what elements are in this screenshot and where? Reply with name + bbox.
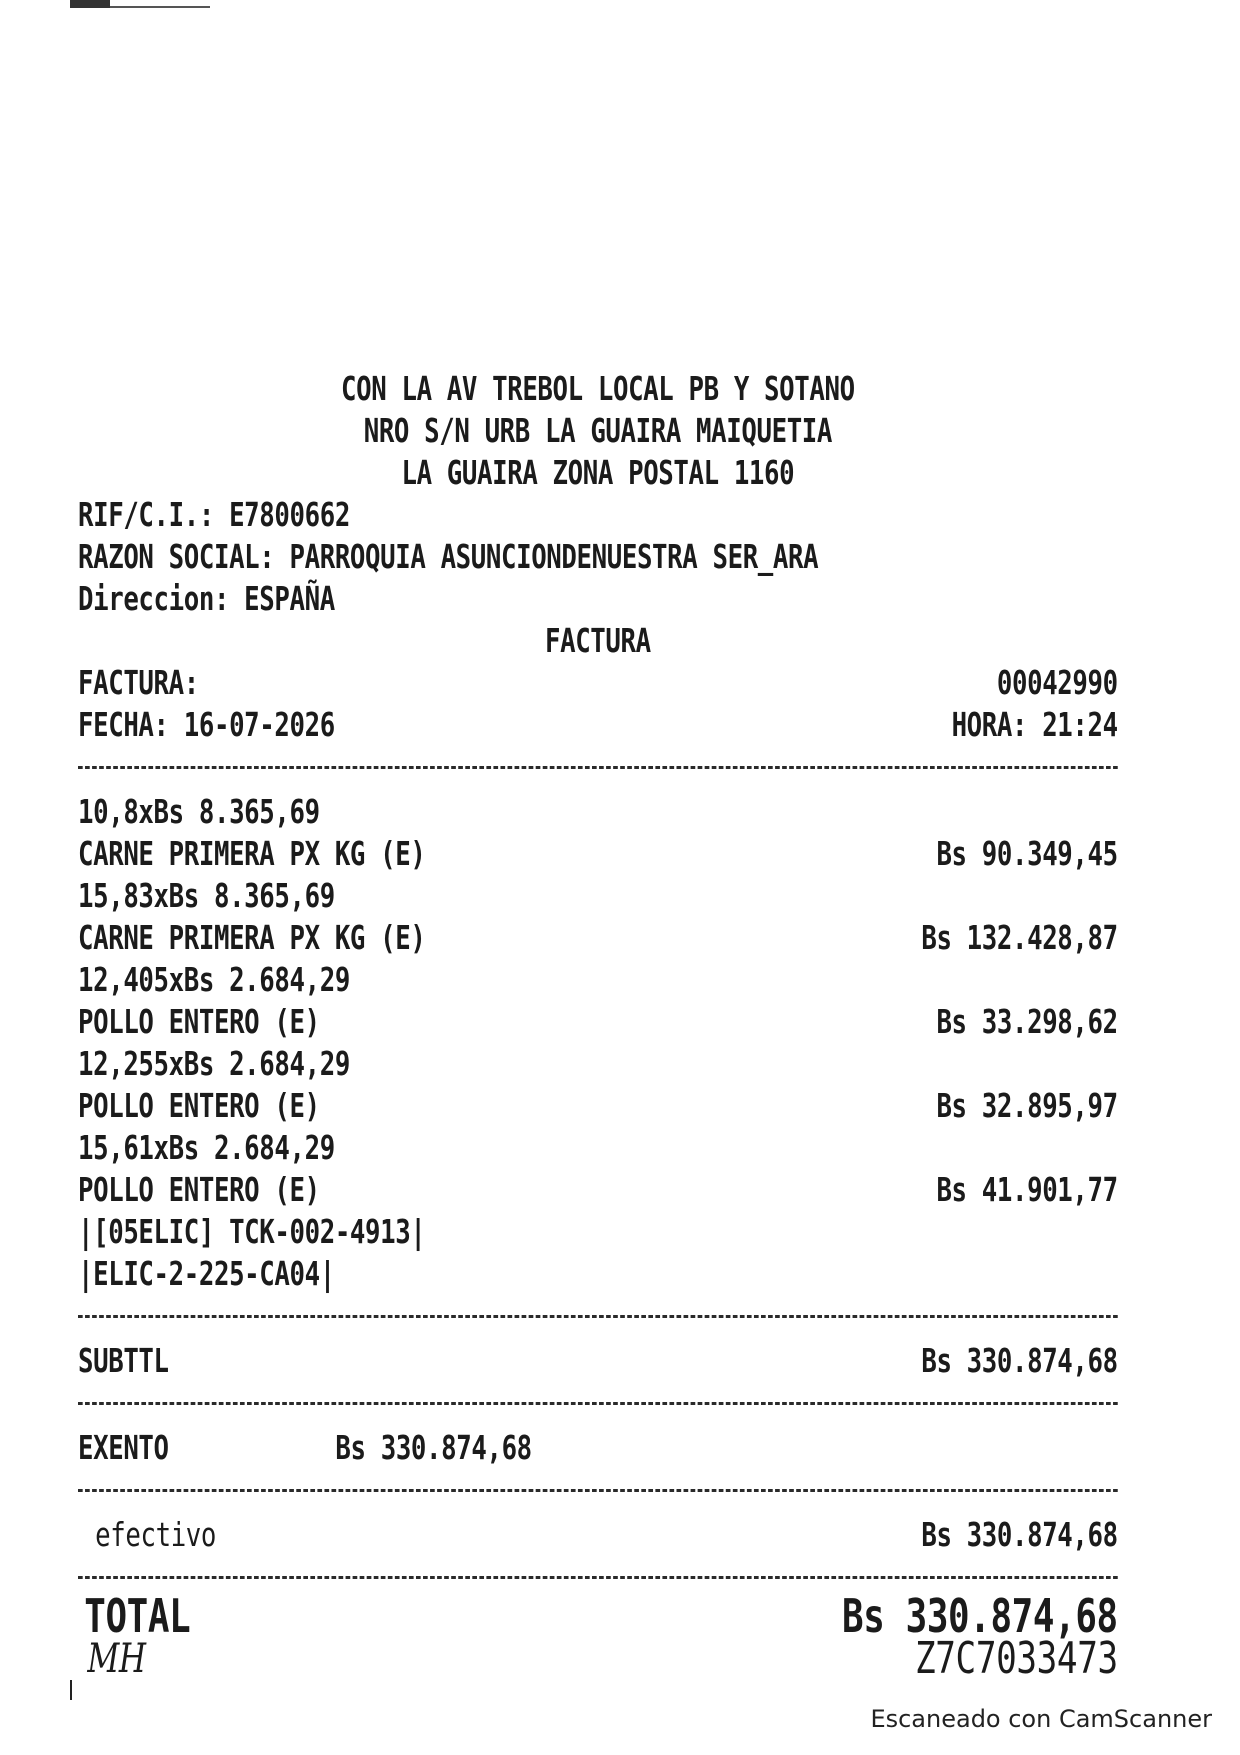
item-amount: Bs 132.428,87 <box>921 918 1118 957</box>
list-item <box>78 833 1118 875</box>
divider <box>78 766 1118 769</box>
exento-label: EXENTO <box>78 1428 169 1467</box>
scan-artifact <box>70 1680 72 1700</box>
invoice-time: HORA: 21:24 <box>951 705 1118 744</box>
item-amount: Bs 41.901,77 <box>936 1170 1118 1209</box>
divider <box>78 1576 1118 1579</box>
invoice-number: 00042990 <box>996 663 1118 702</box>
divider <box>78 1402 1118 1405</box>
exento-row <box>78 1427 1118 1469</box>
divider <box>78 1489 1118 1492</box>
invoice-date: FECHA: 16-07-2026 <box>78 705 335 744</box>
store-address <box>78 368 1118 494</box>
direccion-line: Direccion: ESPAÑA <box>78 579 335 618</box>
item-name: POLLO ENTERO (E) <box>78 1002 320 1041</box>
invoice-number-row <box>78 662 1118 704</box>
list-item <box>78 1001 1118 1043</box>
payment-row <box>78 1514 1118 1556</box>
payment-method: efectivo <box>95 1515 217 1554</box>
address-line-2: NRO S/N URB LA GUAIRA MAIQUETIA <box>363 411 833 450</box>
address-line-1: CON LA AV TREBOL LOCAL PB Y SOTANO <box>341 369 855 408</box>
invoice-label: FACTURA: <box>78 663 199 702</box>
address-line-3: LA GUAIRA ZONA POSTAL 1160 <box>401 453 795 492</box>
total-amount: Bs 330.874,68 <box>841 1589 1118 1643</box>
list-item <box>78 917 1118 959</box>
signature-mark: MH <box>87 1636 146 1682</box>
item-name: CARNE PRIMERA PX KG (E) <box>78 918 426 957</box>
ticket-reference: |ELIC-2-225-CA04| <box>78 1254 335 1293</box>
item-name: POLLO ENTERO (E) <box>78 1086 320 1125</box>
rif-line: RIF/C.I.: E7800662 <box>78 495 350 534</box>
date-time-row <box>78 704 1118 746</box>
list-item <box>78 1085 1118 1127</box>
item-qty-price: 10,8xBs 8.365,69 <box>78 792 320 831</box>
subtotal-amount: Bs 330.874,68 <box>921 1341 1118 1380</box>
item-amount: Bs 32.895,97 <box>936 1086 1118 1125</box>
payment-amount: Bs 330.874,68 <box>921 1515 1118 1554</box>
item-qty-price: 12,255xBs 2.684,29 <box>78 1044 350 1083</box>
total-label: TOTAL <box>84 1589 191 1643</box>
exento-amount: Bs 330.874,68 <box>335 1428 532 1467</box>
total-block <box>78 1591 1118 1687</box>
scanner-watermark: Escaneado con CamScanner <box>870 1705 1212 1733</box>
list-item <box>78 1169 1118 1211</box>
item-amount: Bs 33.298,62 <box>936 1002 1118 1041</box>
item-qty-price: 15,61xBs 2.684,29 <box>78 1128 335 1167</box>
item-name: POLLO ENTERO (E) <box>78 1170 320 1209</box>
receipt <box>78 368 1118 1687</box>
divider <box>78 1315 1118 1318</box>
line-items <box>78 791 1118 1295</box>
item-qty-price: 12,405xBs 2.684,29 <box>78 960 350 999</box>
fiscal-code: Z7C7033473 <box>915 1633 1118 1684</box>
razon-social-line: RAZON SOCIAL: PARROQUIA ASUNCIONDENUESTRA SER_ARA <box>78 537 819 576</box>
ticket-reference: |[05ELIC] TCK-002-4913| <box>78 1212 426 1251</box>
scan-artifact <box>70 0 210 10</box>
document-type: FACTURA <box>544 621 651 660</box>
item-qty-price: 15,83xBs 8.365,69 <box>78 876 335 915</box>
item-name: CARNE PRIMERA PX KG (E) <box>78 834 426 873</box>
subtotal-label: SUBTTL <box>78 1341 169 1380</box>
subtotal-row <box>78 1340 1118 1382</box>
item-amount: Bs 90.349,45 <box>936 834 1118 873</box>
